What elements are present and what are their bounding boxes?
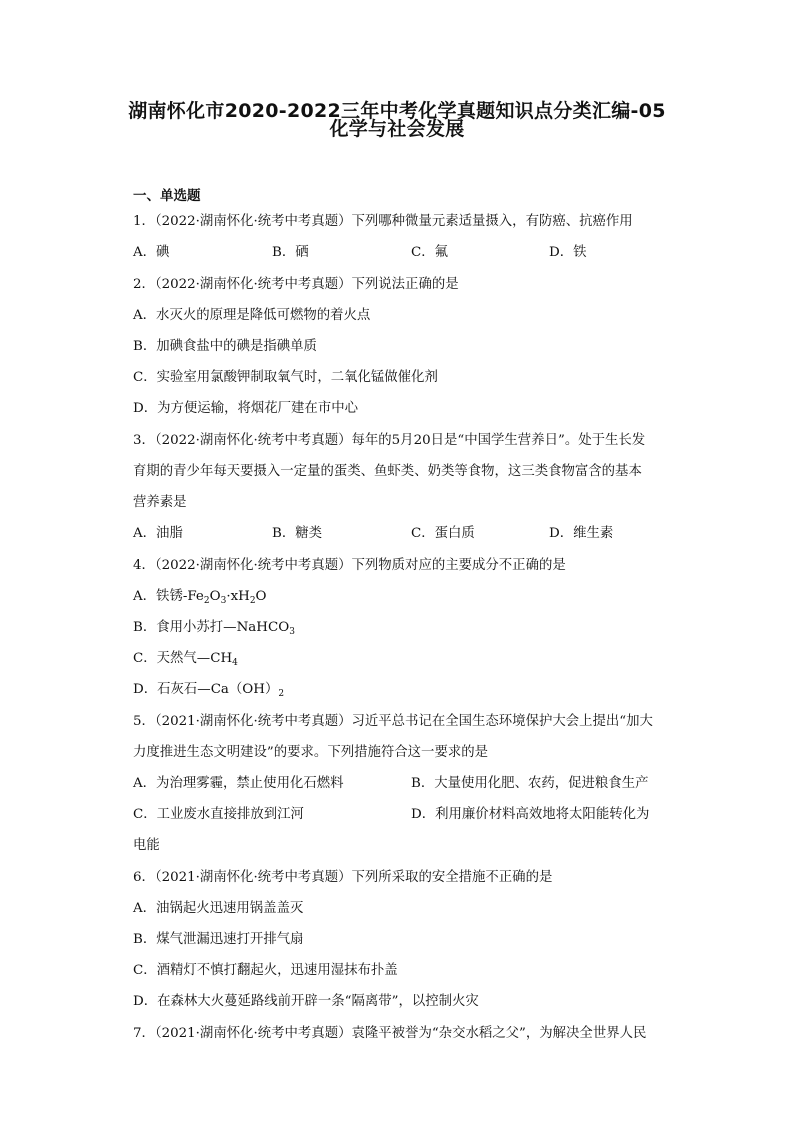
question-3-stem-line-3: 营养素是 [133, 495, 187, 510]
q3-option-b: B．糖类 [272, 526, 323, 541]
q3-option-c: C．蛋白质 [411, 526, 475, 541]
q5-option-d-continued: 电能 [133, 838, 160, 853]
question-1-stem: 1．（2022·湖南怀化·统考中考真题）下列哪种微量元素适量摄入，有防癌、抗癌作用 [133, 214, 633, 229]
page-title: 湖南怀化市2020-2022三年中考化学真题知识点分类汇编-05 [128, 100, 666, 122]
q2-option-d: D．为方便运输，将烟花厂建在市中心 [133, 401, 358, 416]
q2-option-c: C．实验室用氯酸钾制取氧气时，二氧化锰做催化剂 [133, 370, 438, 385]
q6-option-c: C．酒精灯不慎打翻起火，迅速用湿抹布扑盖 [133, 963, 398, 978]
question-6-stem: 6．（2021·湖南怀化·统考中考真题）下列所采取的安全措施不正确的是 [133, 870, 553, 885]
question-5-stem-line-1: 5．（2021·湖南怀化·统考中考真题）习近平总书记在全国生态环境保护大会上提出“加大 [133, 714, 653, 729]
section-heading: 一、单选题 [133, 188, 201, 204]
q1-option-d: D．铁 [549, 245, 587, 260]
q3-option-d: D．维生素 [549, 526, 614, 541]
q5-option-d: D．利用廉价材料高效地将太阳能转化为 [411, 807, 650, 822]
q6-option-b: B．煤气泄漏迅速打开排气扇 [133, 932, 304, 947]
q6-option-d: D．在森林大火蔓延路线前开辟一条“隔离带”，以控制火灾 [133, 994, 479, 1009]
question-5-stem-line-2: 力度推进生态文明建设”的要求。下列措施符合这一要求的是 [133, 745, 488, 760]
q3-option-a: A．油脂 [133, 526, 183, 541]
q4-option-c: C．天然气$—CH_4$ [133, 651, 238, 668]
q1-option-c: C．氟 [411, 245, 449, 260]
page-subtitle: 化学与社会发展 [329, 118, 465, 140]
question-4-stem: 4．（2022·湖南怀化·统考中考真题）下列物质对应的主要成分不正确的是 [133, 558, 566, 573]
question-3-stem-line-1: 3．（2022·湖南怀化·统考中考真题）每年的5月20日是“中国学生营养日”。处于生长发 [133, 433, 646, 448]
q4-option-b: B．食用小苏打—NaHCO$_3$ [133, 620, 295, 637]
q5-option-b: B．大量使用化肥、农药，促进粮食生产 [411, 776, 649, 791]
q1-option-a: A．碘 [133, 245, 170, 260]
question-7-stem: 7．（2021·湖南怀化·统考中考真题）袁隆平被誉为“杂交水稻之父”，为解决全世界人民 [133, 1026, 647, 1041]
q2-option-a: A．水灭火的原理是降低可燃物的着火点 [133, 308, 371, 323]
q2-option-b: B．加碘食盐中的碘是指碘单质 [133, 339, 317, 354]
q5-option-a: A．为治理雾霾，禁止使用化石燃料 [133, 776, 344, 791]
q4-option-d: D．石灰石$—Ca(OH)_2$ [133, 682, 285, 699]
question-3-stem-line-2: 育期的青少年每天要摄入一定量的蛋类、鱼虾类、奶类等食物，这三类食物富含的基本 [133, 464, 642, 479]
q4-option-a: A．铁锈$-Fe_2O_3\cdot xH_2O$ [133, 589, 267, 606]
q1-option-b: B．硒 [272, 245, 309, 260]
q6-option-a: A．油锅起火迅速用锅盖盖灭 [133, 901, 304, 916]
question-2-stem: 2．（2022·湖南怀化·统考中考真题）下列说法正确的是 [133, 277, 459, 292]
q5-option-c: C．工业废水直接排放到江河 [133, 807, 304, 822]
